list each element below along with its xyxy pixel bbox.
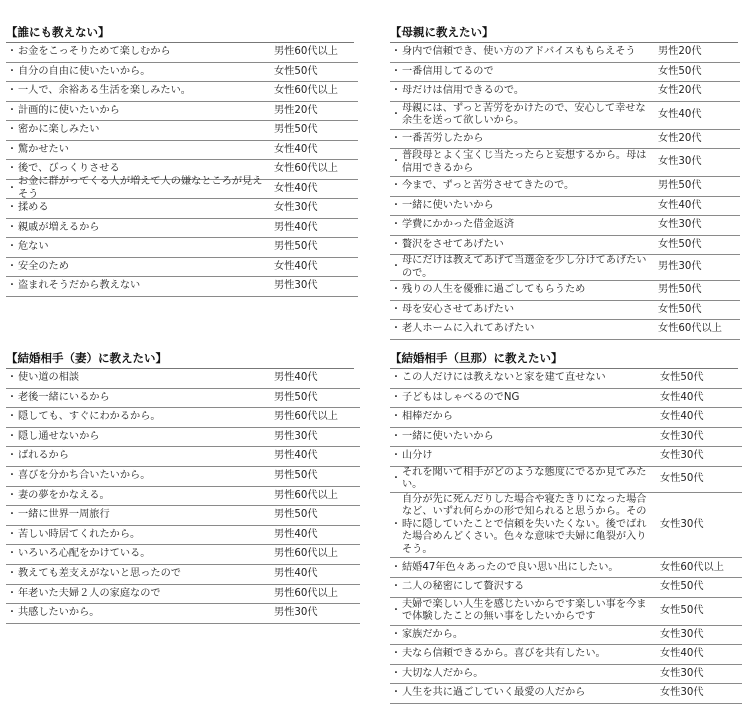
reason-text: 危ない <box>18 241 49 252</box>
bullet-icon: ・ <box>390 284 402 295</box>
list-item <box>390 102 740 130</box>
bullet-icon: ・ <box>6 548 18 560</box>
bullet-icon: ・ <box>390 372 402 384</box>
bullet-icon: ・ <box>390 687 402 699</box>
list-item <box>390 558 742 578</box>
demographic-text: 女性30代 <box>660 628 704 640</box>
list-item <box>6 121 358 141</box>
reason-text: ばれるから <box>18 450 69 462</box>
reason-text: 子どもはしゃべるのでNG <box>402 391 520 403</box>
reason-text: 計画的に使いたいから <box>18 104 120 116</box>
demographic-text: 女性30代 <box>660 450 704 462</box>
bullet-icon: ・ <box>6 85 18 96</box>
list-item <box>390 578 742 598</box>
list-item <box>390 684 742 704</box>
reason-text: 一番苦労したから <box>402 132 484 144</box>
list-item <box>6 428 360 448</box>
bullet-icon: ・ <box>390 667 402 679</box>
demographic-text: 男性40代 <box>274 372 318 384</box>
reason-text: 相棒だから <box>402 411 453 423</box>
list-item <box>390 301 740 321</box>
demographic-text: 男性60代以上 <box>274 548 338 560</box>
bullet-icon: ・ <box>6 587 18 599</box>
bullet-icon: ・ <box>390 108 402 120</box>
bullet-icon: ・ <box>6 528 18 540</box>
list-item <box>6 585 360 605</box>
reason-text: いろいろ心配をかけている。 <box>18 548 151 560</box>
reason-text: 老後一緒にいるから <box>18 391 110 403</box>
list-item <box>390 82 740 102</box>
demographic-text: 女性30代 <box>274 202 318 213</box>
demographic-text: 女性20代 <box>658 85 702 96</box>
bullet-icon: ・ <box>6 280 18 291</box>
row-list <box>390 369 738 704</box>
demographic-text: 男性40代 <box>274 567 318 579</box>
bullet-icon: ・ <box>6 241 18 252</box>
reason-text: 夫なら信頼できるから。喜びを共有したい。 <box>402 648 606 660</box>
bullet-icon: ・ <box>390 323 402 334</box>
reason-text: 揉める <box>18 202 49 213</box>
list-item <box>390 197 740 217</box>
demographic-text: 女性40代 <box>660 411 704 423</box>
demographic-text: 男性30代 <box>658 261 702 273</box>
demographic-text: 女性50代 <box>658 65 702 77</box>
bullet-icon: ・ <box>6 470 18 482</box>
reason-text: 一人で、余裕ある生活を楽しみたい。 <box>18 85 191 96</box>
list-item <box>390 645 742 665</box>
row-list <box>6 369 354 624</box>
bullet-icon: ・ <box>390 238 402 250</box>
list-item <box>6 545 360 565</box>
reason-text: 夫婦で楽しい人生を感じたいからです楽しい事を今まで体験したことの無い事をしたいからです <box>402 598 647 623</box>
list-item <box>390 408 742 428</box>
panel-title: 【結婚相手（妻）に教えたい】 <box>6 351 167 365</box>
demographic-text: 女性60代以上 <box>658 323 722 334</box>
demographic-text: 男性60代以上 <box>274 411 338 423</box>
demographic-text: 男性30代 <box>274 607 318 619</box>
list-item <box>390 130 740 150</box>
reason-text: 喜びを分かち合いたいから。 <box>18 470 151 482</box>
list-item <box>6 141 358 161</box>
reason-text: 二人の秘密にして贅沢する <box>402 581 525 593</box>
reason-text: 贅沢をさせてあげたい <box>402 238 504 250</box>
reason-text: 年老いた夫婦２人の家庭なので <box>18 587 161 599</box>
demographic-text: 男性50代 <box>658 284 702 295</box>
reason-text: 驚かせたい <box>18 143 69 155</box>
bullet-icon: ・ <box>6 182 18 194</box>
demographic-text: 女性40代 <box>660 391 704 403</box>
list-item <box>6 487 360 507</box>
panel-title: 【結婚相手（旦那）に教えたい】 <box>390 351 563 365</box>
list-item <box>390 626 742 646</box>
bullet-icon: ・ <box>390 411 402 423</box>
reason-text: 大切な人だから。 <box>402 667 484 679</box>
demographic-text: 女性50代 <box>274 65 318 77</box>
bullet-icon: ・ <box>6 411 18 423</box>
bullet-icon: ・ <box>6 65 18 77</box>
bullet-icon: ・ <box>390 303 402 315</box>
bullet-icon: ・ <box>6 221 18 233</box>
list-item <box>6 526 360 546</box>
reason-text: 教えても差支えがないと思ったので <box>18 567 181 579</box>
demographic-text: 男性40代 <box>274 450 318 462</box>
row-list <box>390 43 738 340</box>
demographic-text: 男性40代 <box>274 221 318 233</box>
bullet-icon: ・ <box>6 450 18 462</box>
list-item <box>390 177 740 197</box>
demographic-text: 男性50代 <box>274 509 318 521</box>
demographic-text: 男性50代 <box>274 241 318 252</box>
demographic-text: 男性20代 <box>274 104 318 116</box>
bullet-icon: ・ <box>6 430 18 442</box>
reason-text: 人生を共に過ごしていく最愛の人だから <box>402 687 586 699</box>
list-item <box>390 255 740 281</box>
panel-wife <box>6 350 354 624</box>
demographic-text: 女性30代 <box>658 219 702 230</box>
bullet-icon: ・ <box>390 46 402 57</box>
reason-text: 隠しても、すぐにわかるから。 <box>18 411 161 423</box>
bullet-icon: ・ <box>6 260 18 272</box>
demographic-text: 男性20代 <box>658 46 702 57</box>
demographic-text: 女性50代 <box>658 303 702 315</box>
reason-text: それを聞いて相手がどのような態度にでるか見てみたい。 <box>402 466 647 491</box>
reason-text: 後で、びっくりさせる <box>18 163 120 174</box>
bullet-icon: ・ <box>6 489 18 501</box>
list-item <box>6 447 360 467</box>
bullet-icon: ・ <box>390 85 402 96</box>
demographic-text: 女性30代 <box>660 430 704 442</box>
bullet-icon: ・ <box>6 124 18 135</box>
reason-text: 母だけは信用できるので。 <box>402 85 525 96</box>
demographic-text: 男性30代 <box>274 280 318 291</box>
reason-text: お金をこっそりためて楽しむから <box>18 46 171 57</box>
demographic-text: 女性30代 <box>658 156 702 168</box>
panel-title: 【母親に教えたい】 <box>390 25 494 39</box>
demographic-text: 男性60代以上 <box>274 489 338 501</box>
demographic-text: 男性50代 <box>274 470 318 482</box>
bullet-icon: ・ <box>6 607 18 619</box>
reason-text: 普段母とよく宝くじ当たったらと妄想するから。母は信用できるから <box>402 150 647 174</box>
bullet-icon: ・ <box>390 430 402 442</box>
reason-text: 残りの人生を優雅に過ごしてもらうため <box>402 284 586 295</box>
list-item <box>390 665 742 685</box>
reason-text: 使い道の相談 <box>18 372 80 384</box>
reason-text: 母にだけは教えてあげて当選金を少し分けてあげたいので。 <box>402 255 647 279</box>
bullet-icon: ・ <box>390 180 402 191</box>
list-item <box>6 277 358 297</box>
reason-text: 一番信用してるので <box>402 65 494 77</box>
bullet-icon: ・ <box>390 518 402 530</box>
bullet-icon: ・ <box>390 65 402 77</box>
bullet-icon: ・ <box>390 391 402 403</box>
reason-text: 一緒に使いたいから <box>402 430 494 442</box>
bullet-icon: ・ <box>390 561 402 573</box>
reason-text: 隠し通せないから <box>18 430 100 442</box>
bullet-icon: ・ <box>6 372 18 384</box>
demographic-text: 男性50代 <box>658 180 702 191</box>
reason-text: 母親には、ずっと苦労をかけたので、安心して幸せな余生を送って欲しいから。 <box>402 102 646 126</box>
demographic-text: 女性20代 <box>658 132 702 144</box>
bullet-icon: ・ <box>390 473 402 485</box>
bullet-icon: ・ <box>390 581 402 593</box>
demographic-text: 女性50代 <box>660 473 704 485</box>
demographic-text: 女性40代 <box>274 260 318 272</box>
list-item <box>390 467 742 493</box>
reason-text: 今まで、ずっと苦労させてきたので。 <box>402 180 575 191</box>
demographic-text: 女性30代 <box>660 518 704 530</box>
reason-text: 安全のため <box>18 260 69 272</box>
reason-text: 老人ホームに入れてあげたい <box>402 323 535 334</box>
list-item <box>390 281 740 301</box>
bullet-icon: ・ <box>390 450 402 462</box>
panel-title: 【誰にも教えない】 <box>6 25 110 39</box>
bullet-icon: ・ <box>6 163 18 174</box>
demographic-text: 女性60代以上 <box>274 85 338 96</box>
demographic-text: 女性40代 <box>658 199 702 211</box>
reason-text: この人だけには教えないと家を建て直せない <box>402 372 606 384</box>
demographic-text: 女性40代 <box>274 143 318 155</box>
list-item <box>6 63 358 83</box>
list-item <box>390 428 742 448</box>
bullet-icon: ・ <box>390 648 402 660</box>
reason-text: 自分が先に死んだりした場合や寝たきりになった場合など、いずれ何らかの形で知られると思うから。その時に隠していたことで信頼を失いたくない。後でばれた場合めんどくさい。色々な意味で夫婦に亀裂が入りそう。 <box>402 493 647 555</box>
list-item <box>390 63 740 83</box>
bullet-icon: ・ <box>390 199 402 211</box>
demographic-text: 男性30代 <box>274 430 318 442</box>
list-item <box>6 219 358 239</box>
reason-text: 共感したいから。 <box>18 607 100 619</box>
bullet-icon: ・ <box>390 132 402 144</box>
list-item <box>390 598 742 626</box>
reason-text: 妻の夢をかなえる。 <box>18 489 110 501</box>
reason-text: 一緒に使いたいから <box>402 199 494 211</box>
list-item <box>6 258 358 278</box>
list-item <box>6 408 360 428</box>
demographic-text: 女性50代 <box>658 238 702 250</box>
list-item <box>6 389 360 409</box>
demographic-text: 男性40代 <box>274 528 318 540</box>
reason-text: 盗まれそうだから教えない <box>18 280 141 291</box>
list-item <box>390 216 740 236</box>
list-item <box>390 43 740 63</box>
demographic-text: 女性40代 <box>658 108 702 120</box>
list-item <box>6 102 358 122</box>
list-item <box>6 506 360 526</box>
list-item <box>6 82 358 102</box>
reason-text: 一緒に世界一周旅行 <box>18 509 110 521</box>
reason-text: 密かに楽しみたい <box>18 124 100 135</box>
list-item <box>390 389 742 409</box>
reason-text: 苦しい時居てくれたから。 <box>18 528 141 540</box>
reason-text: 山分け <box>402 450 433 462</box>
bullet-icon: ・ <box>390 604 402 616</box>
list-item <box>390 369 742 389</box>
demographic-text: 男性60代以上 <box>274 46 338 57</box>
reason-text: 学費にかかった借金返済 <box>402 219 515 230</box>
panel-nobody <box>6 24 354 297</box>
bullet-icon: ・ <box>6 567 18 579</box>
reason-text: 結婚47年色々あったので良い思い出にしたい。 <box>402 561 619 573</box>
list-item <box>390 493 742 559</box>
reason-text: 家族だから。 <box>402 628 464 640</box>
reason-text: 自分の自由に使いたいから。 <box>18 65 151 77</box>
demographic-text: 女性50代 <box>660 604 704 616</box>
reason-text: 母を安心させてあげたい <box>402 303 515 315</box>
panel-husband <box>390 350 738 704</box>
bullet-icon: ・ <box>390 156 402 168</box>
demographic-text: 女性60代以上 <box>660 561 724 573</box>
list-item <box>390 149 740 177</box>
demographic-text: 男性50代 <box>274 124 318 135</box>
reason-text: 身内で信頼でき、使い方のアドバイスももらえそう <box>402 46 636 57</box>
bullet-icon: ・ <box>6 391 18 403</box>
bullet-icon: ・ <box>6 104 18 116</box>
demographic-text: 女性50代 <box>660 372 704 384</box>
bullet-icon: ・ <box>390 628 402 640</box>
demographic-text: 女性50代 <box>660 581 704 593</box>
list-item <box>6 467 360 487</box>
list-item <box>390 320 740 340</box>
bullet-icon: ・ <box>390 219 402 230</box>
list-item <box>6 199 358 219</box>
demographic-text: 女性60代以上 <box>274 163 338 174</box>
demographic-text: 女性30代 <box>660 687 704 699</box>
demographic-text: 男性60代以上 <box>274 587 338 599</box>
list-item <box>6 238 358 258</box>
panel-mother <box>390 24 738 340</box>
demographic-text: 女性40代 <box>274 182 318 194</box>
list-item <box>6 565 360 585</box>
demographic-text: 女性30代 <box>660 667 704 679</box>
list-item <box>6 604 360 624</box>
demographic-text: 男性50代 <box>274 391 318 403</box>
bullet-icon: ・ <box>6 509 18 521</box>
bullet-icon: ・ <box>6 202 18 213</box>
list-item <box>6 369 360 389</box>
list-item <box>390 447 742 467</box>
bullet-icon: ・ <box>6 46 18 57</box>
bullet-icon: ・ <box>6 143 18 155</box>
list-item <box>6 176 358 200</box>
list-item <box>390 236 740 256</box>
demographic-text: 女性40代 <box>660 648 704 660</box>
bullet-icon: ・ <box>390 261 402 273</box>
reason-text: お金に群がってくる人が増えて人の嫌なところが見えそう <box>18 176 263 200</box>
list-item <box>6 43 358 63</box>
row-list <box>6 43 354 297</box>
reason-text: 親戚が増えるから <box>18 221 100 233</box>
